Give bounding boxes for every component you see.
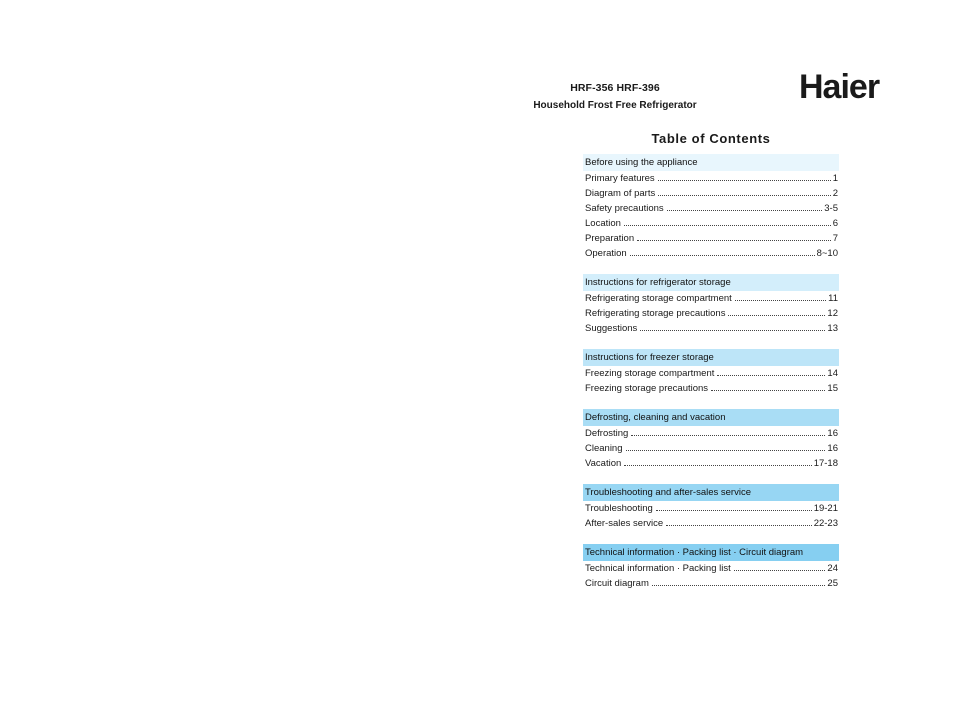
toc-section <box>583 409 839 471</box>
toc-entry-label: Defrosting <box>585 428 629 439</box>
toc-section-header: Technical information · Packing list · Circuit diagram <box>583 544 839 561</box>
toc-entry-label: Primary features <box>585 173 655 184</box>
toc-entry <box>583 456 839 471</box>
toc-entry-page: 7 <box>832 233 838 244</box>
toc-dot-leader <box>626 450 826 451</box>
toc-section <box>583 484 839 531</box>
toc-entry <box>583 306 839 321</box>
toc-section <box>583 544 839 591</box>
toc-entry <box>583 441 839 456</box>
toc-section <box>583 349 839 396</box>
toc-dot-leader <box>717 375 825 376</box>
toc-section-header: Instructions for freezer storage <box>583 349 839 366</box>
toc-entry-label: Technical information · Packing list <box>585 563 731 574</box>
toc-entry-page: 24 <box>827 563 838 574</box>
toc-entry-label: Freezing storage precautions <box>585 383 709 394</box>
toc-entry <box>583 366 839 381</box>
brand-name: Haier <box>799 68 880 104</box>
toc-entry-page: 8~10 <box>816 248 838 259</box>
toc-entry-page: 16 <box>827 443 838 454</box>
toc-dot-leader <box>624 465 811 466</box>
toc-entry-page: 15 <box>827 383 838 394</box>
toc-entry <box>583 216 839 231</box>
toc-section <box>583 274 839 336</box>
toc-dot-leader <box>652 585 826 586</box>
toc-entry <box>583 381 839 396</box>
toc-entry <box>583 201 839 216</box>
toc-entry-page: 11 <box>828 293 838 304</box>
product-name: Household Frost Free Refrigerator <box>533 100 697 111</box>
toc-entry <box>583 321 839 336</box>
toc-entry-page: 17-18 <box>813 458 838 469</box>
toc-entry <box>583 186 839 201</box>
toc-entry <box>583 516 839 531</box>
toc-entry <box>583 501 839 516</box>
toc-entry-page: 19-21 <box>813 503 838 514</box>
toc-entry-label: Suggestions <box>585 323 638 334</box>
toc-entry <box>583 426 839 441</box>
toc-entry-page: 14 <box>827 368 838 379</box>
model-numbers: HRF-356 HRF-396 <box>570 82 660 94</box>
toc-entry <box>583 171 839 186</box>
toc-dot-leader <box>656 510 812 511</box>
toc-entry-page: 12 <box>827 308 838 319</box>
toc-entry-label: After-sales service <box>585 518 664 529</box>
toc-dot-leader <box>640 330 825 331</box>
toc-entry-page: 6 <box>832 218 838 229</box>
toc-entry-label: Circuit diagram <box>585 578 649 589</box>
toc-entry <box>583 246 839 261</box>
toc-entry-label: Location <box>585 218 621 229</box>
toc-section-header: Before using the appliance <box>583 154 839 171</box>
toc-dot-leader <box>631 435 825 436</box>
toc-entry-label: Refrigerating storage precautions <box>585 308 726 319</box>
toc-entry-label: Safety precautions <box>585 203 664 214</box>
toc-dot-leader <box>735 300 826 301</box>
toc-section-header: Troubleshooting and after-sales service <box>583 484 839 501</box>
toc-entry-label: Freezing storage compartment <box>585 368 715 379</box>
toc-entry-label: Preparation <box>585 233 635 244</box>
toc-entry <box>583 291 839 306</box>
toc-entry <box>583 231 839 246</box>
toc-section-header: Defrosting, cleaning and vacation <box>583 409 839 426</box>
toc-dot-leader <box>728 315 825 316</box>
toc-dot-leader <box>637 240 831 241</box>
toc-entry <box>583 561 839 576</box>
toc-entry-page: 25 <box>827 578 838 589</box>
toc-dot-leader <box>658 180 831 181</box>
toc-entry-page: 22-23 <box>813 518 838 529</box>
toc-dot-leader <box>666 525 812 526</box>
haier-logo <box>798 66 904 104</box>
toc-entry-page: 1 <box>832 173 838 184</box>
toc-entry-label: Cleaning <box>585 443 623 454</box>
toc-entry-page: 13 <box>827 323 838 334</box>
toc-section <box>583 154 839 261</box>
toc-entry-page: 2 <box>832 188 838 199</box>
toc-section-header: Instructions for refrigerator storage <box>583 274 839 291</box>
toc-entry-page: 16 <box>827 428 838 439</box>
toc-entry-label: Diagram of parts <box>585 188 656 199</box>
toc-dot-leader <box>630 255 815 256</box>
toc-entry-label: Refrigerating storage compartment <box>585 293 732 304</box>
toc-dot-leader <box>624 225 831 226</box>
toc-entry-page: 3-5 <box>824 203 838 214</box>
toc-entry <box>583 576 839 591</box>
toc-dot-leader <box>734 570 826 571</box>
table-of-contents <box>583 154 839 604</box>
toc-entry-label: Troubleshooting <box>585 503 653 514</box>
toc-dot-leader <box>711 390 825 391</box>
toc-dot-leader <box>667 210 823 211</box>
toc-entry-label: Vacation <box>585 458 622 469</box>
toc-dot-leader <box>658 195 830 196</box>
toc-entry-label: Operation <box>585 248 627 259</box>
toc-title: Table of Contents <box>651 131 771 146</box>
